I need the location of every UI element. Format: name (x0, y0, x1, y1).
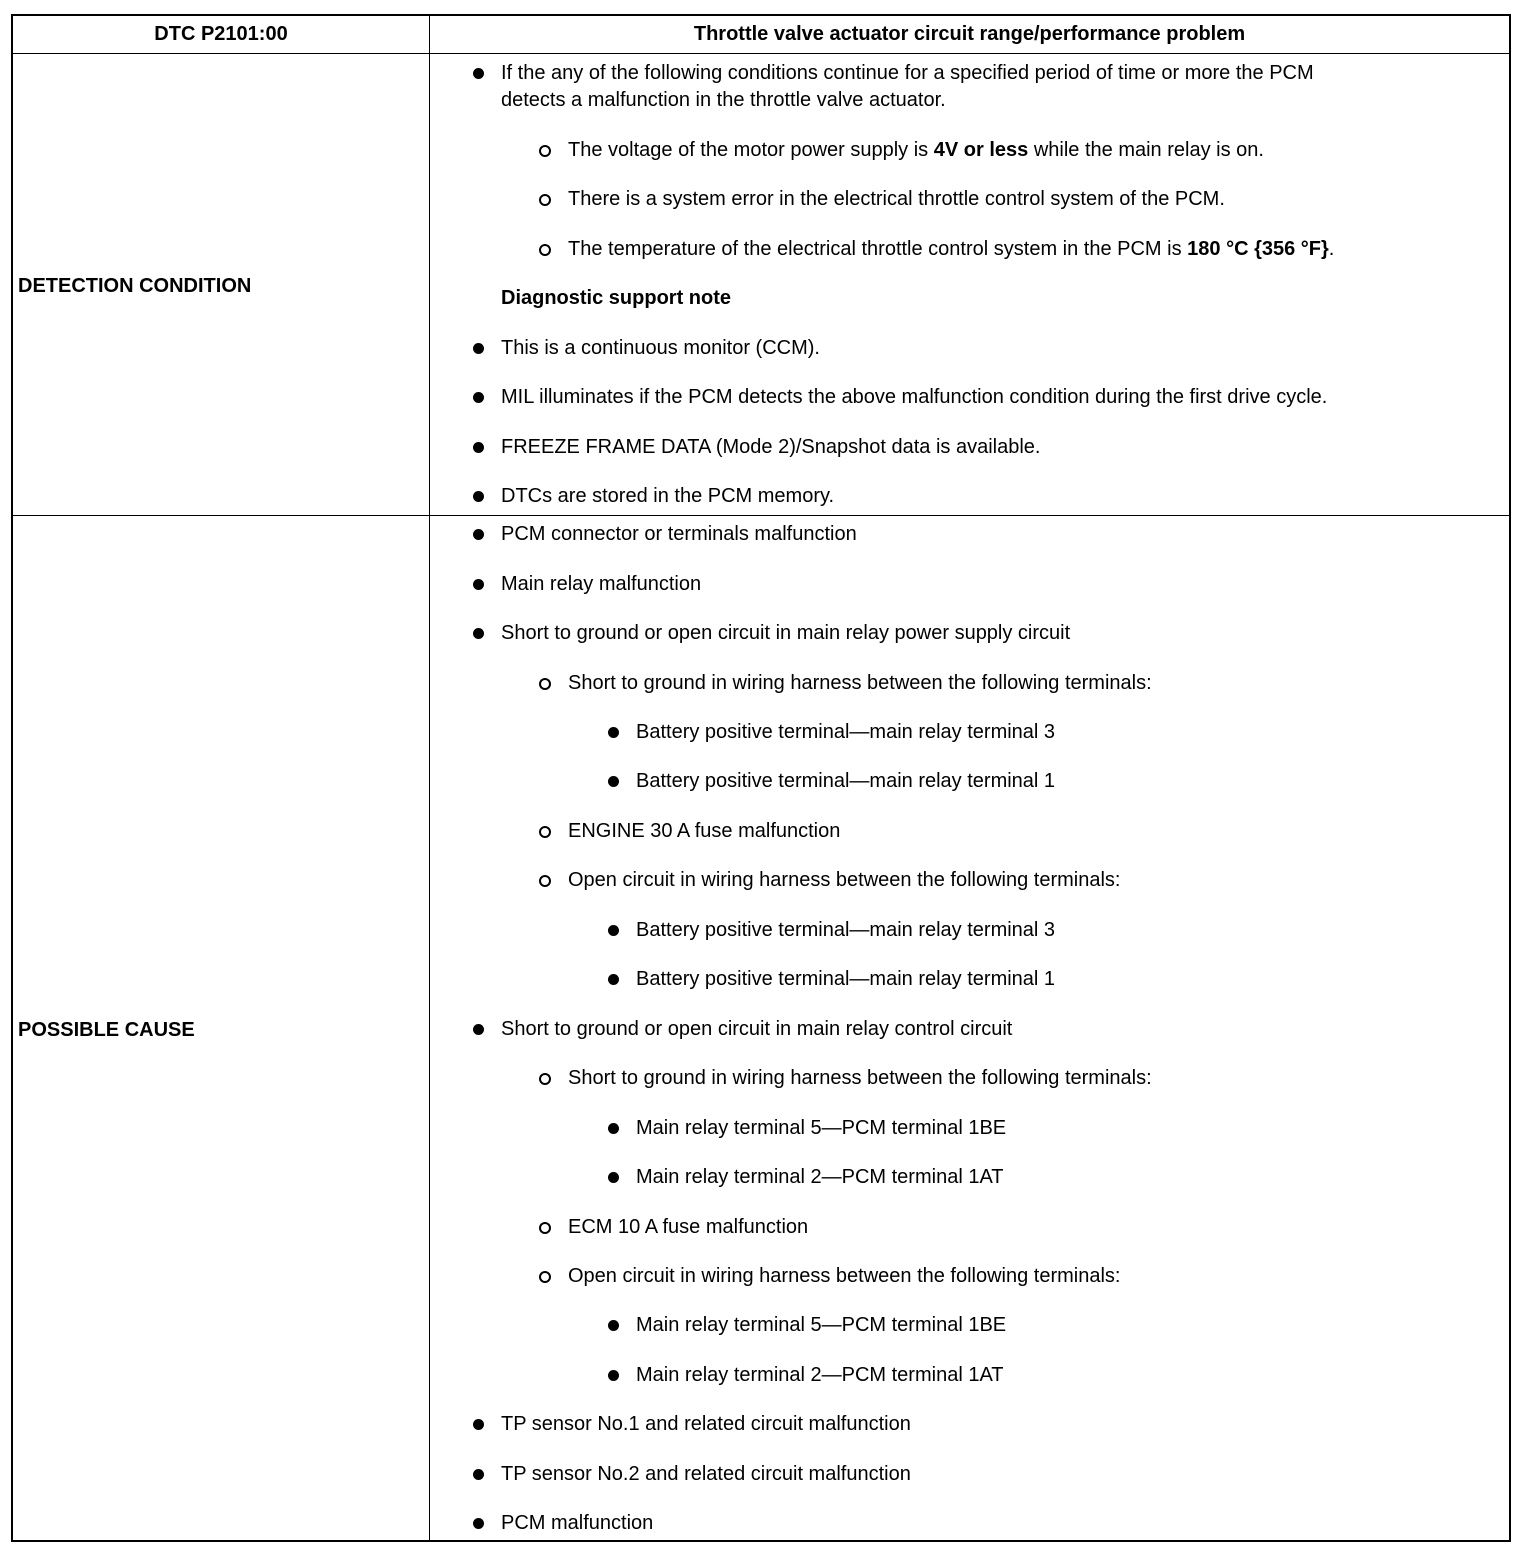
cause-item: TP sensor No.2 and related circuit malfunction (501, 1463, 911, 1485)
bullet-filled-icon (473, 1419, 484, 1430)
bullet-filled-icon (608, 974, 619, 985)
detection-intro-line-2: detects a malfunction in the throttle valve actuator. (501, 89, 946, 111)
bullet-open-icon (539, 875, 551, 887)
support-note-item: MIL illuminates if the PCM detects the above malfunction condition during the first drive cycle. (501, 386, 1328, 408)
cause-subitem: Short to ground in wiring harness between the following terminals: (568, 672, 1152, 694)
detection-condition-label: DETECTION CONDITION (18, 275, 252, 297)
bullet-open-icon (539, 678, 551, 690)
bullet-open-icon (539, 1222, 551, 1234)
bullet-open-icon (539, 145, 551, 157)
bullet-filled-icon (608, 1172, 619, 1183)
cause-item: Short to ground or open circuit in main relay power supply circuit (501, 622, 1071, 644)
bullet-open-icon (539, 244, 551, 256)
header-divider (13, 53, 1509, 54)
bullet-filled-icon (473, 579, 484, 590)
bullet-filled-icon (608, 727, 619, 738)
detection-condition-1: The voltage of the motor power supply is 4V or less while the main relay is on. (568, 139, 1264, 161)
cause-subsubitem: Main relay terminal 5—PCM terminal 1BE (636, 1117, 1007, 1139)
cause-item: TP sensor No.1 and related circuit malfunction (501, 1413, 911, 1435)
bullet-filled-icon (473, 343, 484, 354)
cause-subsubitem: Main relay terminal 2—PCM terminal 1AT (636, 1364, 1004, 1386)
cause-subitem: Open circuit in wiring harness between the following terminals: (568, 1265, 1121, 1287)
dtc-title-header: Throttle valve actuator circuit range/performance problem (693, 23, 1246, 45)
detection-intro-line-1: If the any of the following conditions continue for a specified period of time or more the PCM (501, 62, 1314, 84)
row-divider (13, 515, 1509, 516)
cause-subitem: ENGINE 30 A fuse malfunction (568, 820, 841, 842)
bullet-filled-icon (608, 1320, 619, 1331)
cause-subsubitem: Battery positive terminal—main relay terminal 3 (636, 919, 1056, 941)
cause-item: Short to ground or open circuit in main relay control circuit (501, 1018, 1013, 1040)
bullet-filled-icon (608, 925, 619, 936)
diagnostic-support-note-heading: Diagnostic support note (501, 287, 731, 309)
bullet-filled-icon (608, 776, 619, 787)
cause-subsubitem: Main relay terminal 2—PCM terminal 1AT (636, 1166, 1004, 1188)
bullet-filled-icon (473, 1024, 484, 1035)
detection-condition-2: There is a system error in the electrical throttle control system of the PCM. (568, 188, 1225, 210)
bullet-filled-icon (473, 491, 484, 502)
cause-subsubitem: Battery positive terminal—main relay terminal 3 (636, 721, 1056, 743)
bullet-filled-icon (608, 1123, 619, 1134)
cause-item: PCM malfunction (501, 1512, 654, 1534)
support-note-item: This is a continuous monitor (CCM). (501, 337, 820, 359)
bullet-open-icon (539, 1073, 551, 1085)
bullet-open-icon (539, 826, 551, 838)
bullet-filled-icon (473, 529, 484, 540)
bullet-filled-icon (473, 442, 484, 453)
cause-item: Main relay malfunction (501, 573, 702, 595)
bullet-filled-icon (473, 1518, 484, 1529)
bullet-open-icon (539, 194, 551, 206)
detection-condition-3: The temperature of the electrical throttle control system in the PCM is 180 °C {356 °F}. (568, 238, 1335, 260)
cause-subitem: Open circuit in wiring harness between the following terminals: (568, 869, 1121, 891)
bullet-filled-icon (608, 1370, 619, 1381)
cause-subsubitem: Main relay terminal 5—PCM terminal 1BE (636, 1314, 1007, 1336)
possible-cause-label: POSSIBLE CAUSE (18, 1019, 195, 1041)
support-note-item: FREEZE FRAME DATA (Mode 2)/Snapshot data is available. (501, 436, 1041, 458)
cause-subitem: ECM 10 A fuse malfunction (568, 1216, 809, 1238)
bullet-filled-icon (473, 1469, 484, 1480)
column-divider (429, 16, 430, 1540)
dtc-code-header: DTC P2101:00 (154, 23, 288, 45)
cause-subsubitem: Battery positive terminal—main relay terminal 1 (636, 770, 1056, 792)
bullet-filled-icon (473, 392, 484, 403)
bullet-filled-icon (473, 68, 484, 79)
bullet-filled-icon (473, 628, 484, 639)
cause-subitem: Short to ground in wiring harness between the following terminals: (568, 1067, 1152, 1089)
cause-item: PCM connector or terminals malfunction (501, 523, 857, 545)
cause-subsubitem: Battery positive terminal—main relay terminal 1 (636, 968, 1056, 990)
support-note-item: DTCs are stored in the PCM memory. (501, 485, 835, 507)
bullet-open-icon (539, 1271, 551, 1283)
